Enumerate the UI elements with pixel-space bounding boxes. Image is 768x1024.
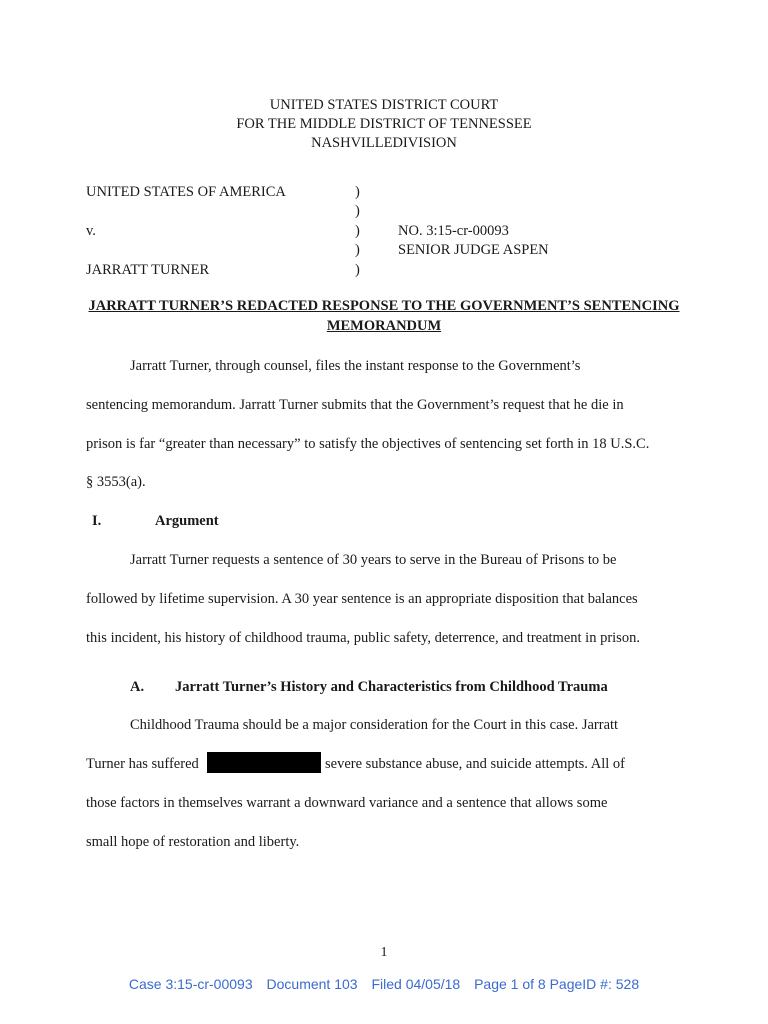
- argument-line: this incident, his history of childhood trauma, public safety, deterrence, and treatment in prison.: [86, 630, 640, 646]
- caption-paren: ): [355, 184, 360, 200]
- page-number: 1: [380, 945, 388, 960]
- intro-line: prison is far “greater than necessary” to satisfy the objectives of sentencing set forth in 18 U.S.C.: [86, 436, 650, 452]
- trauma-line: small hope of restoration and liberty.: [86, 834, 300, 850]
- subsection-heading: Jarratt Turner’s History and Characteristics from Childhood Trauma: [175, 679, 608, 695]
- trauma-line: Childhood Trauma should be a major consideration for the Court in this case. Jarratt: [130, 717, 619, 733]
- section-heading: Argument: [155, 513, 219, 529]
- footer-filed: Filed 04/05/18: [371, 976, 461, 992]
- intro-line: Jarratt Turner, through counsel, files the instant response to the Government’s: [130, 358, 581, 374]
- caption-plaintiff: UNITED STATES OF AMERICA: [86, 184, 286, 200]
- document-title-line2: MEMORANDUM: [326, 318, 442, 334]
- caption-paren: ): [355, 223, 360, 239]
- footer-page: Page 1 of 8 PageID #: 528: [474, 976, 640, 992]
- court-district: FOR THE MIDDLE DISTRICT OF TENNESSEE: [236, 116, 532, 132]
- caption-versus: v.: [86, 223, 96, 239]
- footer-case: Case 3:15-cr-00093: [128, 976, 253, 992]
- intro-line: sentencing memorandum. Jarratt Turner submits that the Government’s request that he die in: [86, 397, 624, 413]
- caption-paren: ): [355, 242, 360, 258]
- argument-line: followed by lifetime supervision. A 30 year sentence is an appropriate disposition that balances: [86, 591, 638, 607]
- court-division: NASHVILLEDIVISION: [311, 135, 457, 151]
- judge-name: SENIOR JUDGE ASPEN: [398, 242, 549, 258]
- document-title: JARRATT TURNER’S REDACTED RESPONSE TO THE GOVERNMENT’S SENTENCING: [88, 298, 680, 314]
- redaction-bar: [207, 752, 321, 773]
- footer-document: Document 103: [266, 976, 358, 992]
- intro-line: § 3553(a).: [86, 474, 146, 490]
- trauma-line: those factors in themselves warrant a downward variance and a sentence that allows some: [86, 795, 608, 811]
- subsection-letter: A.: [130, 679, 145, 695]
- filing-footer: [0, 976, 768, 992]
- caption-defendant: JARRATT TURNER: [86, 262, 210, 278]
- trauma-line-end: severe substance abuse, and suicide attempts. All of: [325, 756, 625, 772]
- argument-line: Jarratt Turner requests a sentence of 30 years to serve in the Bureau of Prisons to be: [130, 552, 617, 568]
- court-name: UNITED STATES DISTRICT COURT: [269, 97, 499, 113]
- caption-paren: ): [355, 262, 360, 278]
- section-number: I.: [92, 513, 102, 529]
- trauma-line-start: Turner has suffered: [86, 756, 199, 772]
- caption-paren: ): [355, 203, 360, 219]
- case-number: NO. 3:15-cr-00093: [398, 223, 509, 239]
